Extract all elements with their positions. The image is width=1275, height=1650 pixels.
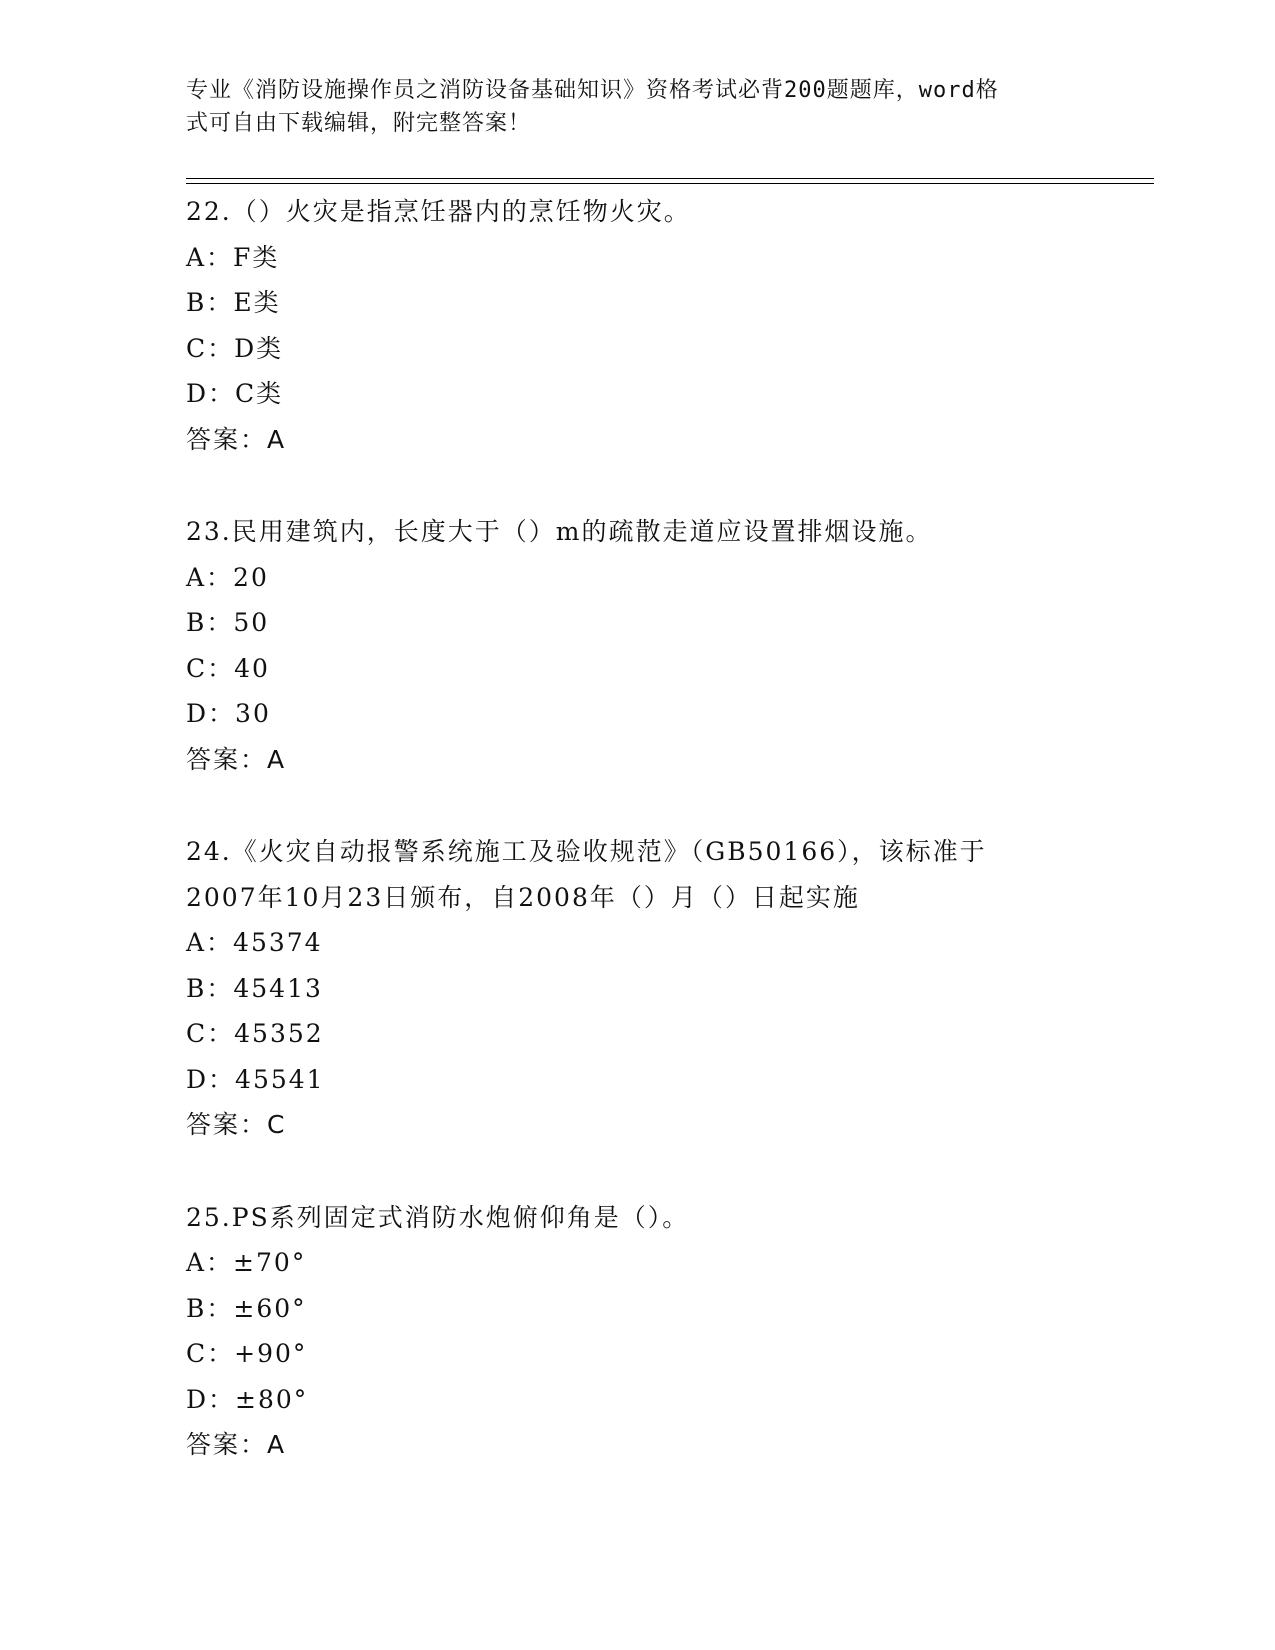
option-c: C：40	[186, 653, 270, 683]
option-a: A：±70°	[186, 1248, 307, 1277]
option-d: D：C类	[186, 379, 284, 408]
question-23	[186, 509, 1146, 782]
question-list	[186, 189, 1146, 1468]
answer-line: 答案：A	[186, 1430, 287, 1459]
question-stem	[186, 1195, 1146, 1241]
answer-line: 答案：C	[186, 1110, 287, 1139]
header-line-2: 式可自由下载编辑，附完整答案！	[186, 111, 532, 136]
option-a: A：20	[186, 562, 269, 592]
question-stem-line: 24.《火灾自动报警系统施工及验收规范》（GB50166），该标准于	[186, 837, 987, 866]
option-d: D：30	[186, 699, 271, 728]
answer-line: 答案：A	[186, 744, 287, 774]
question-25	[186, 1195, 1146, 1468]
question-22	[186, 189, 1146, 462]
option-c: C：+90°	[186, 1339, 308, 1368]
option-b: B：E类	[186, 288, 281, 317]
header-divider-top	[186, 178, 1154, 179]
option-d: D：45541	[186, 1064, 325, 1094]
option-b: B：±60°	[186, 1293, 307, 1323]
header-divider-bottom	[186, 183, 1154, 184]
option-d: D：±80°	[186, 1384, 309, 1414]
question-24	[186, 829, 1146, 1148]
option-c: C：D类	[186, 333, 284, 363]
header-line-1: 专业《消防设施操作员之消防设备基础知识》资格考试必背200题题库，word格	[186, 78, 999, 103]
question-stem	[186, 829, 1146, 920]
question-stem	[186, 189, 1146, 235]
document-header	[186, 74, 1076, 140]
option-c: C：45352	[186, 1019, 324, 1048]
option-b: B：50	[186, 608, 270, 637]
question-stem	[186, 509, 1146, 555]
question-stem-line: 25.PS系列固定式消防水炮俯仰角是（）。	[186, 1202, 690, 1232]
option-a: A：F类	[186, 242, 280, 272]
answer-line: 答案：A	[186, 424, 287, 454]
option-b: B：45413	[186, 973, 323, 1003]
question-stem-line: 22.（）火灾是指烹饪器内的烹饪物火灾。	[186, 197, 691, 226]
question-stem-line: 23.民用建筑内，长度大于（）m的疏散走道应设置排烟设施。	[186, 517, 933, 546]
option-a: A：45374	[186, 928, 323, 957]
question-stem-line: 2007年10月23日颁布，自2008年（）月（）日起实施	[186, 882, 860, 912]
